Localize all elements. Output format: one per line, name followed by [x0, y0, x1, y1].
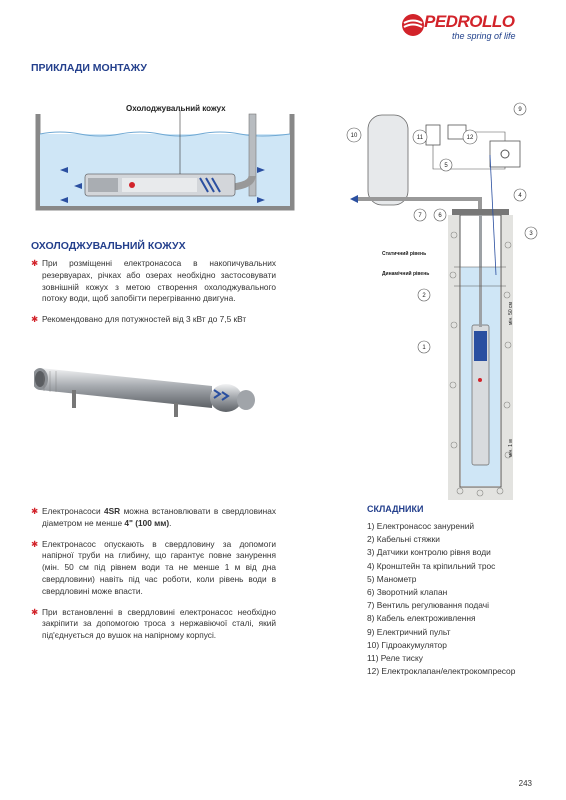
bullet-star-icon: ✱	[31, 258, 39, 268]
page-number: 243	[518, 779, 532, 788]
well-installation-figure	[340, 95, 550, 505]
min-50-label: мін. 50 см	[508, 302, 514, 325]
callout-10: 10	[350, 133, 358, 139]
min-1m-label: мін. 1 м	[508, 439, 514, 457]
brand-tagline: the spring of life	[452, 31, 516, 41]
list-item: 8) Кабель електроживлення	[367, 613, 476, 624]
list-item: 11) Реле тиску	[367, 653, 423, 664]
bullet-item: ✱ Електронасоси 4SR можна встановлювати в свердловинах діаметром не менше 4" (100 мм).	[31, 506, 276, 528]
bullet-item: ✱ При розміщенні електронасоса в накопичувальних резервуарах, річках або озерах необхідно застосовувати зовнішній кожух з метою створення охолоджувального потоку води, щоб запобігти перегріванню двигуна.	[31, 258, 276, 304]
callout-5: 5	[444, 163, 448, 169]
callout-7: 7	[418, 213, 422, 219]
callout-3: 3	[529, 231, 533, 237]
list-item: 4) Кронштейн та кріпильний трос	[367, 560, 496, 571]
list-item: 12) Електроклапан/електрокомпресор	[367, 666, 516, 677]
callout-12: 12	[466, 135, 474, 141]
list-item: 3) Датчики контролю рівня води	[367, 547, 491, 558]
brand-wordmark: PEDROLLO	[424, 12, 515, 31]
callout-11: 11	[416, 135, 424, 141]
bullet-star-icon: ✱	[31, 606, 39, 617]
brand-logo	[386, 10, 536, 48]
page-title: ПРИКЛАДИ МОНТАЖУ	[31, 62, 147, 74]
bullet-star-icon: ✱	[31, 506, 39, 516]
bullet-item: ✱ При встановленні в свердловині електронасос необхідно закріпити за допомогою троса з нержавіючої сталі, який під'єднується до вушок на напірному корпусі.	[31, 606, 276, 641]
dynamic-level-label: Динамічний рівень	[382, 271, 430, 277]
cooling-section-heading: ОХОЛОДЖУВАЛЬНИЙ КОЖУХ	[31, 240, 186, 252]
list-item: 6) Зворотний клапан	[367, 587, 448, 598]
list-item: 7) Вентиль регулювання подачі	[367, 600, 489, 611]
callout-2: 2	[422, 293, 426, 299]
pedrollo-swoosh-icon	[400, 12, 426, 38]
cooling-jacket-product-figure	[34, 346, 264, 421]
parts-list	[367, 520, 515, 678]
callout-6: 6	[438, 213, 442, 219]
cooling-jacket-label: Охолоджувальний кожух	[126, 104, 226, 113]
bullet-item: ✱ Рекомендовано для потужностей від 3 кВт до 7,5 кВт	[31, 314, 247, 325]
install-notes	[31, 506, 276, 651]
bullet-item: ✱ Електронасос опускають в свердловину за допомоги напірної труби на глибину, що гарантує повне занурення (мін. 50 см під рівнем води та не менше 1 м від дна свердловини) навіть під час роботи, коли рівень води в свердловині може впасти.	[31, 538, 276, 596]
bullet-star-icon: ✱	[31, 538, 39, 549]
callout-1: 1	[422, 345, 426, 351]
callout-9: 9	[518, 107, 522, 113]
list-item: 5) Манометр	[367, 573, 417, 584]
parts-title: СКЛАДНИКИ	[367, 504, 424, 514]
list-item: 9) Електричний пульт	[367, 626, 451, 637]
bullet-star-icon: ✱	[31, 314, 39, 325]
list-item: 1) Електронасос занурений	[367, 521, 475, 531]
static-level-label: Статичний рівень	[382, 251, 427, 257]
list-item: 2) Кабельні стяжки	[367, 534, 440, 545]
cooling-jacket-tank-figure	[30, 96, 300, 221]
list-item: 10) Гідроакумулятор	[367, 639, 447, 650]
cooling-bullets	[31, 258, 276, 335]
callout-4: 4	[518, 193, 522, 199]
